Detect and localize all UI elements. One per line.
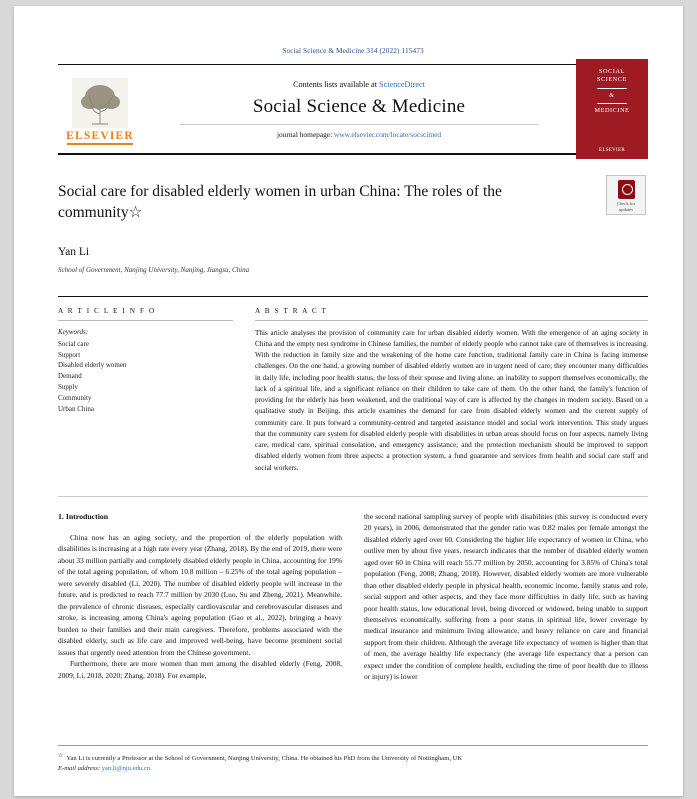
abstract-text: This article analyses the provision of community care for urban disabled elderly women. With the emergence of an aging society in China and the empty nest syndrome in Chinese families, the number of elderly people who cannot take care of themselves is increasing. With the reduction in family size and the weakening of the home care function, traditional family care in China is facing immense challenges. On the one hand, a growing number of disabled elderly women are in urgent need of care; they encounter many difficulties in daily life, including poor health status, the loss of their spouse and living alone, an inability to support themselves economically, the lack of a spiritual life, and a significant reliance on their children to take care of them. On the other hand, the family's function of providing for the elderly has been weakened, and the traditional way of care is affected by the changes in modern society. Based on a qualitative study in Beijing, this article examines the demand for care from disabled elderly women and the current supply of community care. It puts forward a community-centred and targeted assistance model and social work intervention. This study argues that the community care system for disabled elderly people with disabilities in urban areas should focus on four aspects, namely living care, medical care, spiritual consolation, and emergency assistance; and the protection mechanism should be improved to support disabled elderly women from three aspects: a protection system, a fund guarantee and services from health and social care staff and social workers. <box>255 328 648 472</box>
elsevier-wordmark: ELSEVIER <box>66 129 134 142</box>
body-separator <box>58 496 648 497</box>
keyword-item: Social care <box>58 339 89 348</box>
footnote-email-line <box>58 764 648 774</box>
cover-line-3: & <box>609 91 615 99</box>
journal-homepage-line <box>180 124 538 139</box>
body-column-right <box>364 511 648 683</box>
crossmark-badge[interactable] <box>606 175 646 215</box>
title-block <box>58 181 648 274</box>
article-info-abstract <box>58 296 648 474</box>
footnote-text: Yan Li is currently a Professor at the School of Government, Nanjing University, China. He obtained his PhD from the University of Nottingham, UK <box>66 755 463 763</box>
keyword-item: Urban China <box>58 404 94 413</box>
section-number: 1. <box>58 511 64 521</box>
sciencedirect-link[interactable]: ScienceDirect <box>379 79 425 89</box>
homepage-prefix: journal homepage: <box>276 129 334 139</box>
page-title: Social care for disabled elderly women in urban China: The roles of the community☆ <box>58 183 502 222</box>
keyword-item: Support <box>58 350 81 359</box>
author-name: Yan Li <box>58 245 90 258</box>
keyword-item: Community <box>58 393 92 402</box>
paper-page <box>14 6 683 796</box>
author-affiliation: School of Government, Nanjing University, Nanjing, Jiangsu, China <box>58 265 250 274</box>
keywords-heading: Keywords: <box>58 327 89 336</box>
email-label: E-mail address: <box>58 765 101 773</box>
footnote-symbol: ☆ <box>58 753 64 760</box>
paragraph: the second national sampling survey of people with disabilities (this survey is conducted every 20 years), in 2006, demonstrated that the gender ratio was 0.82 males per female amongst the disabled elderly aged over 60. Considering the higher life expectancy of women in China, who outlive men by about five years, research indicates that the number of disabled elderly women aged over 60 in China will reach 55.77 million by 2050, accounting for 3.85% of China's total population (Feng, 2008; Zhang, 2018). However, disabled elderly women are more vulnerable than other disabled elderly people in physical health, economic income, family status and role, social support and other aspects, and they face more difficulties in daily life, such as having poor health status, low educational level, being divorced or widowed, being unable to support themselves economically, suffering from a poor status in spiritual life, lower coverage by medical insurance and minimum living allowance, and heavy reliance on care and financial support from their children. Although the average life expectancy of women is higher than that of men, the average healthy life expectancy (the average life expectancy that a person can expect under the condition of complete health, excluding the time of poor health due to illness or injury) is lower <box>364 511 648 682</box>
abstract-column <box>255 307 648 474</box>
journal-title: Social Science & Medicine <box>252 95 466 117</box>
journal-cover-thumbnail <box>576 59 648 159</box>
email-link[interactable]: yan.li@nju.edu.cn. <box>101 765 152 773</box>
keyword-item: Disabled elderly women <box>58 361 127 370</box>
page-content <box>58 46 648 683</box>
cover-text <box>594 59 629 115</box>
abstract-heading: A B S T R A C T <box>255 306 328 315</box>
abstract-rule <box>255 320 648 321</box>
crossmark-label-1: Check for <box>616 201 636 206</box>
cover-divider <box>597 88 627 89</box>
cover-publisher: ELSEVIER <box>598 148 625 153</box>
cover-line-1: SOCIAL <box>599 68 625 75</box>
article-info-heading: A R T I C L E I N F O <box>58 306 156 315</box>
footnote <box>58 745 648 774</box>
crossmark-icon <box>618 180 635 199</box>
contents-line <box>152 80 566 89</box>
elsevier-rule <box>67 143 133 145</box>
crossmark-label-2: updates <box>618 206 634 212</box>
elsevier-tree-icon <box>72 78 128 128</box>
section-title: Introduction <box>65 511 109 521</box>
body-column-left <box>58 511 342 683</box>
cover-divider-2 <box>597 103 627 104</box>
article-info-rule <box>58 320 233 321</box>
cover-line-2: SCIENCE <box>597 76 627 84</box>
body-columns <box>58 511 648 683</box>
section-heading <box>58 511 342 523</box>
article-info-column <box>58 307 233 474</box>
running-head: Social Science & Medicine 314 (2022) 115473 <box>282 46 424 55</box>
contents-prefix: Contents lists available at <box>293 79 380 89</box>
keyword-item: Supply <box>58 383 78 392</box>
cover-line-4: MEDICINE <box>594 107 630 115</box>
keyword-item: Demand <box>58 372 82 381</box>
journal-homepage-link[interactable]: www.elsevier.com/locate/socscimed <box>334 129 442 139</box>
paragraph: China now has an aging society, and the proportion of the elderly population with disabilities is increasing at a high rate every year (Zhang, 2018). By the end of 2019, there were about 33 million partially and completely disabled elderly people in China, accounting for 19% of the total ageing population, of whom 10.8 million – 6.25% of the total ageing population – were severely disabled (Li, 2020). The number of disabled elderly people will increase in the future, and is predicted to reach 77.7 million by 2030 (Luo, Su and Zheng, 2021). Meanwhile, the prevalence of chronic diseases, especially cardiovascular and cerebrovascular diseases and stroke, is increasing among China's ageing population (Gao et al., 2022), bringing a heavy burden to their families and their main caregivers. Therefore, problems associated with the disabled elderly, such as life care and improved well-being, have become prominent social issues that urgently need attention from the Chinese government. <box>58 532 342 657</box>
paragraph: Furthermore, there are more women than men among the disabled elderly (Feng, 2008, 2009; Li, 2018, 2020; Zhang, 2018). For example, <box>58 659 342 680</box>
elsevier-logo <box>58 65 142 153</box>
journal-header-center <box>142 65 576 153</box>
journal-masthead <box>58 64 648 155</box>
